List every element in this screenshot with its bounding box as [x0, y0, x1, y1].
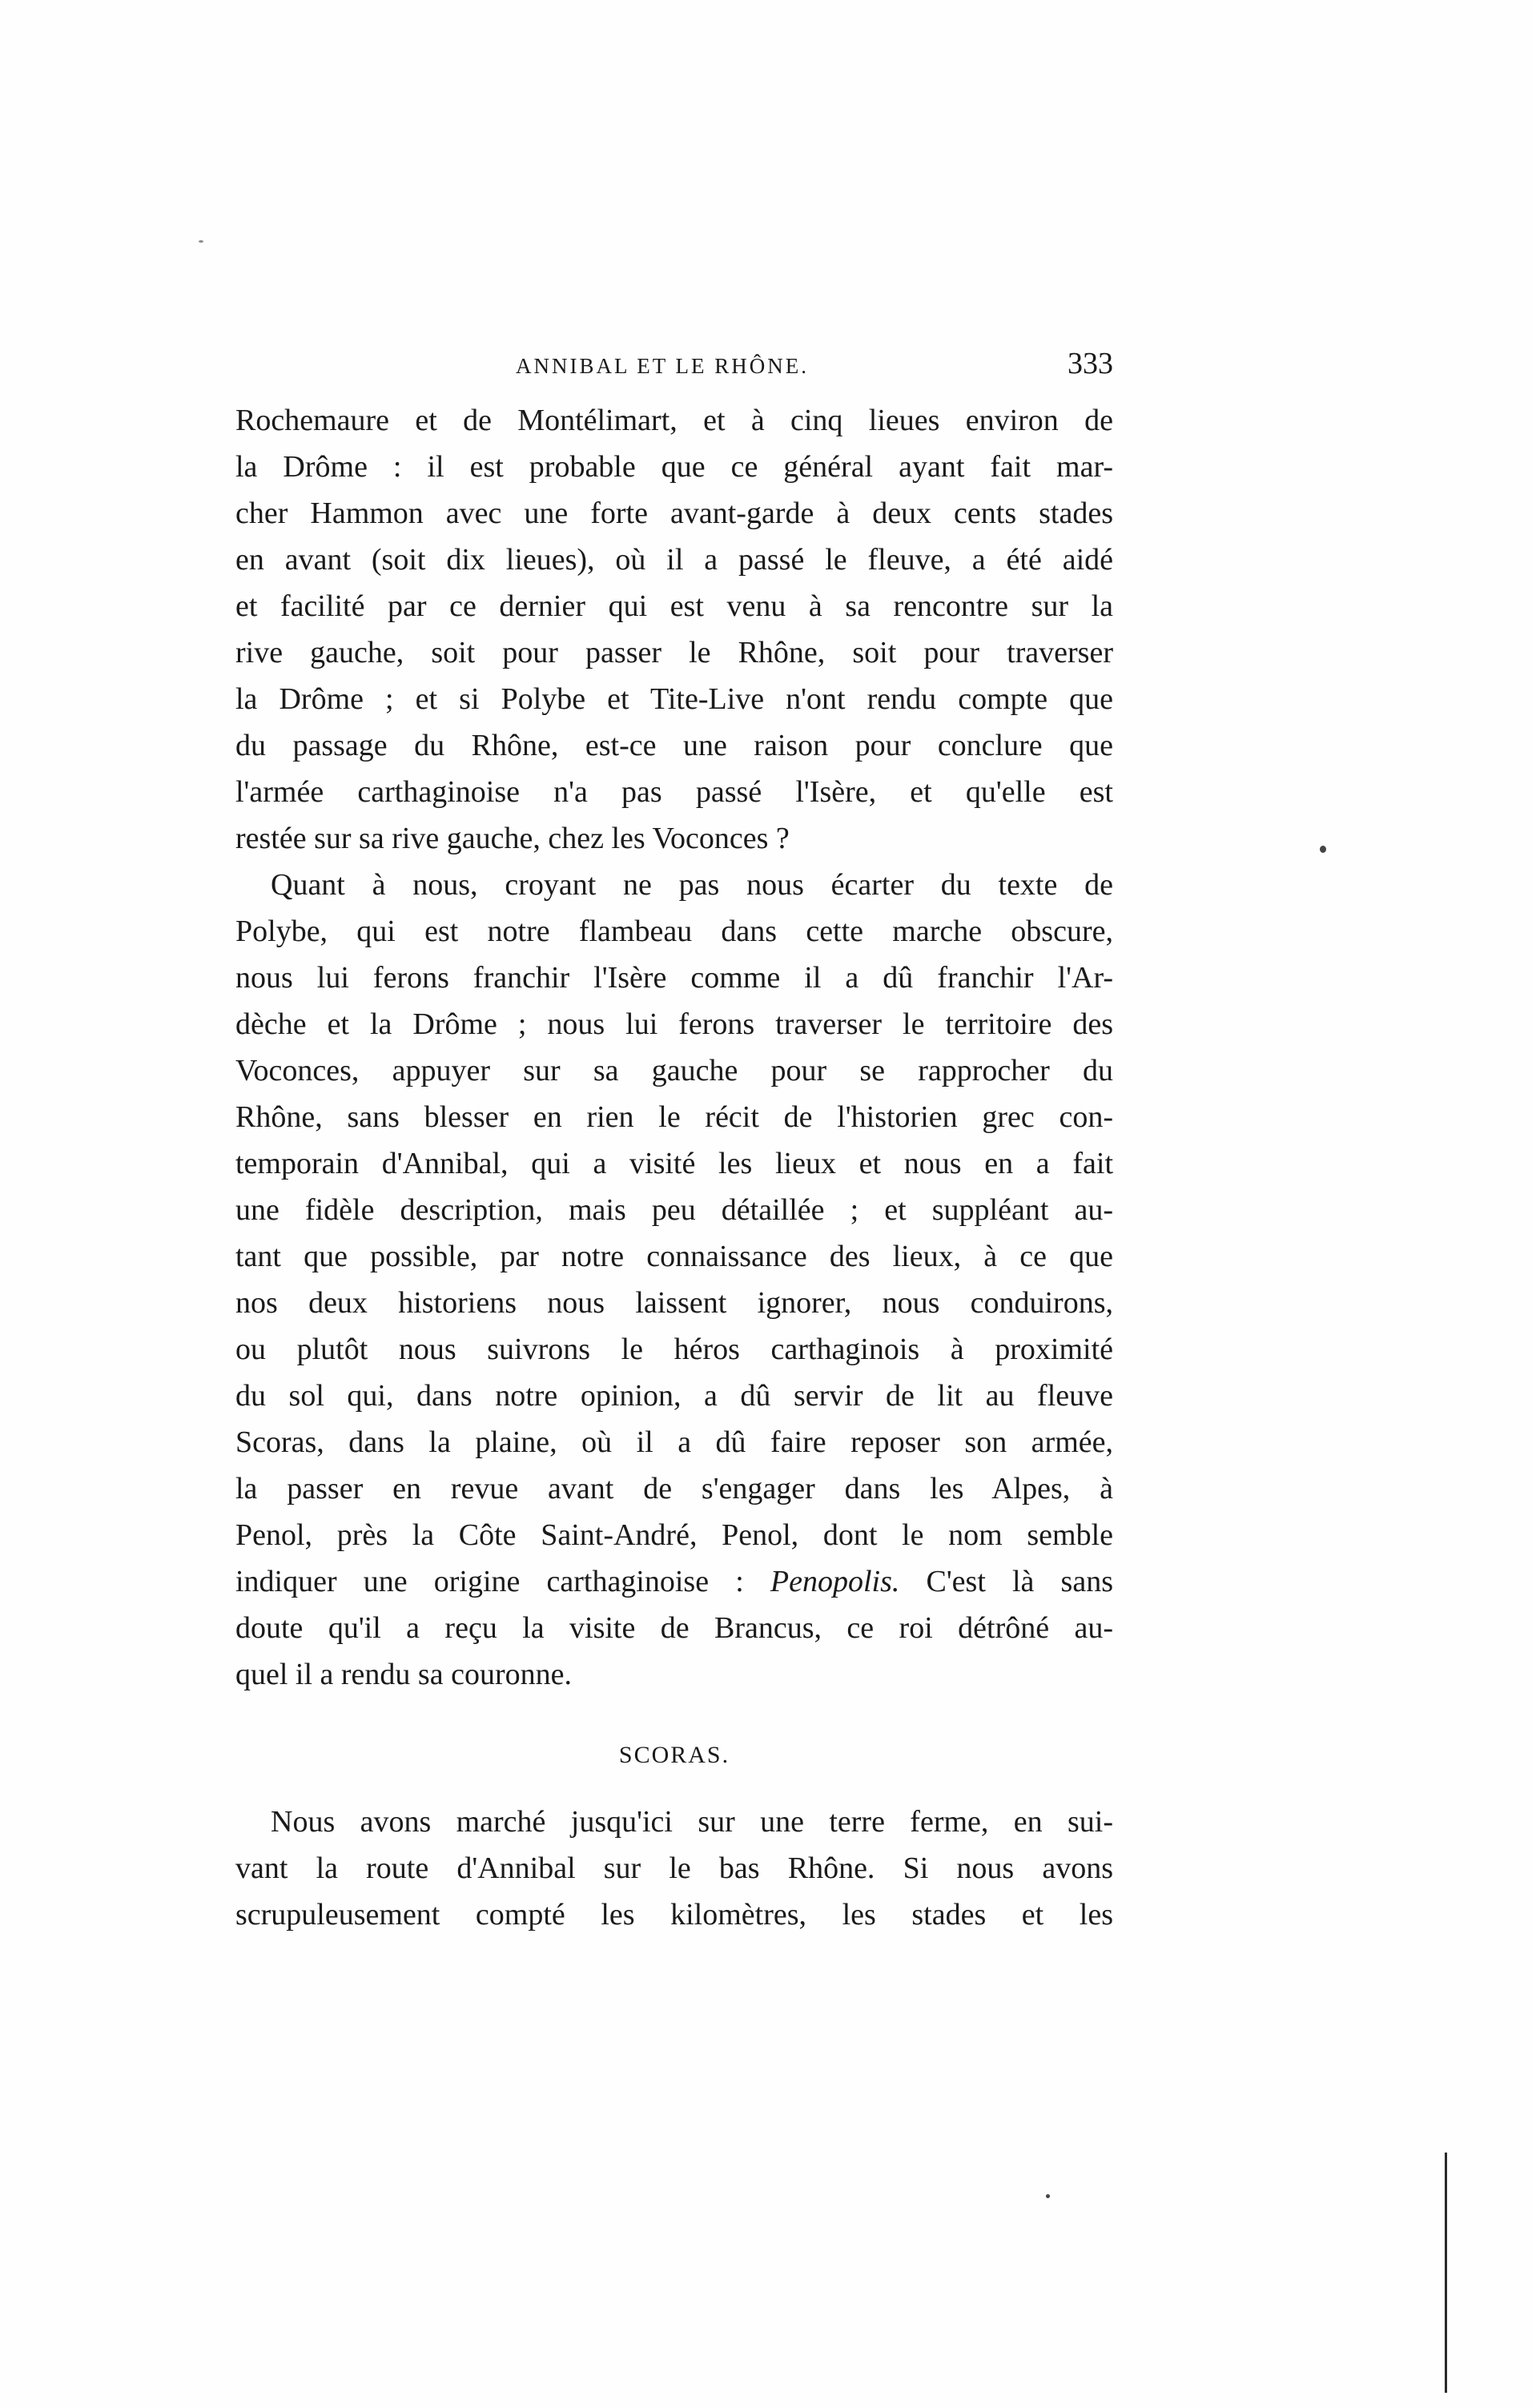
text-line: Rhône, sans blesser en rien le récit de l'historien grec con- [235, 1100, 1113, 1134]
paragraph-1 [235, 397, 1113, 862]
text-run: indiquer une origine carthaginoise : [235, 1565, 770, 1598]
text-line: quel il a rendu sa couronne. [235, 1658, 572, 1691]
text-line: dèche et la Drôme ; nous lui ferons traverser le territoire des [235, 1007, 1113, 1041]
text-line: la Drôme : il est probable que ce général ayant fait mar- [235, 450, 1113, 484]
scan-margin-line [1445, 2153, 1447, 2393]
page-number: 333 [1068, 347, 1113, 380]
paragraph-2 [235, 862, 1113, 1698]
text-line: Rochemaure et de Montélimart, et à cinq lieues environ de [235, 404, 1113, 437]
text-line-with-italic [235, 1558, 1113, 1605]
scan-speck [199, 240, 203, 243]
text-line: Scoras, dans la plaine, où il a dû faire reposer son armée, [235, 1425, 1113, 1459]
text-line: et facilité par ce dernier qui est venu à sa rencontre sur la [235, 589, 1113, 623]
text-line: Quant à nous, croyant ne pas nous écarter du texte de [271, 868, 1113, 902]
scan-speck [1320, 846, 1326, 853]
text-line: une fidèle description, mais peu détaillée ; et suppléant au- [235, 1193, 1113, 1227]
running-title: ANNIBAL ET LE RHÔNE. [516, 354, 809, 378]
text-line: du passage du Rhône, est-ce une raison pour conclure que [235, 729, 1113, 762]
text-line: en avant (soit dix lieues), où il a passé le fleuve, a été aidé [235, 543, 1113, 577]
scan-speck [1046, 2194, 1050, 2198]
text-line: vant la route d'Annibal sur le bas Rhône. Si nous avons [235, 1851, 1113, 1885]
text-line: rive gauche, soit pour passer le Rhône, soit pour traverser [235, 636, 1113, 669]
text-line: du sol qui, dans notre opinion, a dû servir de lit au fleuve [235, 1379, 1113, 1413]
paragraph-3 [235, 1799, 1113, 1938]
text-line: scrupuleusement compté les kilomètres, les stades et les [235, 1898, 1113, 1932]
text-line: tant que possible, par notre connaissance des lieux, à ce que [235, 1240, 1113, 1273]
body-text [235, 397, 1113, 1938]
text-line: Voconces, appuyer sur sa gauche pour se rapprocher du [235, 1054, 1113, 1087]
text-line: restée sur sa rive gauche, chez les Voconces ? [235, 822, 790, 855]
text-line: cher Hammon avec une forte avant-garde à deux cents stades [235, 496, 1113, 530]
text-line: nous lui ferons franchir l'Isère comme il a dû franchir l'Ar- [235, 961, 1113, 995]
text-run: C'est là sans [899, 1565, 1113, 1598]
italic-word: Penopolis. [770, 1565, 900, 1598]
text-line: doute qu'il a reçu la visite de Brancus, ce roi détrôné au- [235, 1611, 1113, 1645]
text-line: Nous avons marché jusqu'ici sur une terre ferme, en sui- [271, 1805, 1113, 1839]
text-line: Penol, près la Côte Saint-André, Penol, dont le nom semble [235, 1518, 1113, 1552]
text-line: temporain d'Annibal, qui a visité les lieux et nous en a fait [235, 1147, 1113, 1180]
text-line: l'armée carthaginoise n'a pas passé l'Isère, et qu'elle est [235, 775, 1113, 809]
text-line: la passer en revue avant de s'engager dans les Alpes, à [235, 1472, 1113, 1506]
running-head [235, 343, 1113, 391]
text-line: la Drôme ; et si Polybe et Tite-Live n'ont rendu compte que [235, 682, 1113, 716]
text-line: ou plutôt nous suivrons le héros carthaginois à proximité [235, 1333, 1113, 1366]
text-line: Polybe, qui est notre flambeau dans cette marche obscure, [235, 915, 1113, 948]
section-heading: SCORAS. [618, 1742, 730, 1768]
text-line: nos deux historiens nous laissent ignorer, nous conduirons, [235, 1286, 1113, 1320]
